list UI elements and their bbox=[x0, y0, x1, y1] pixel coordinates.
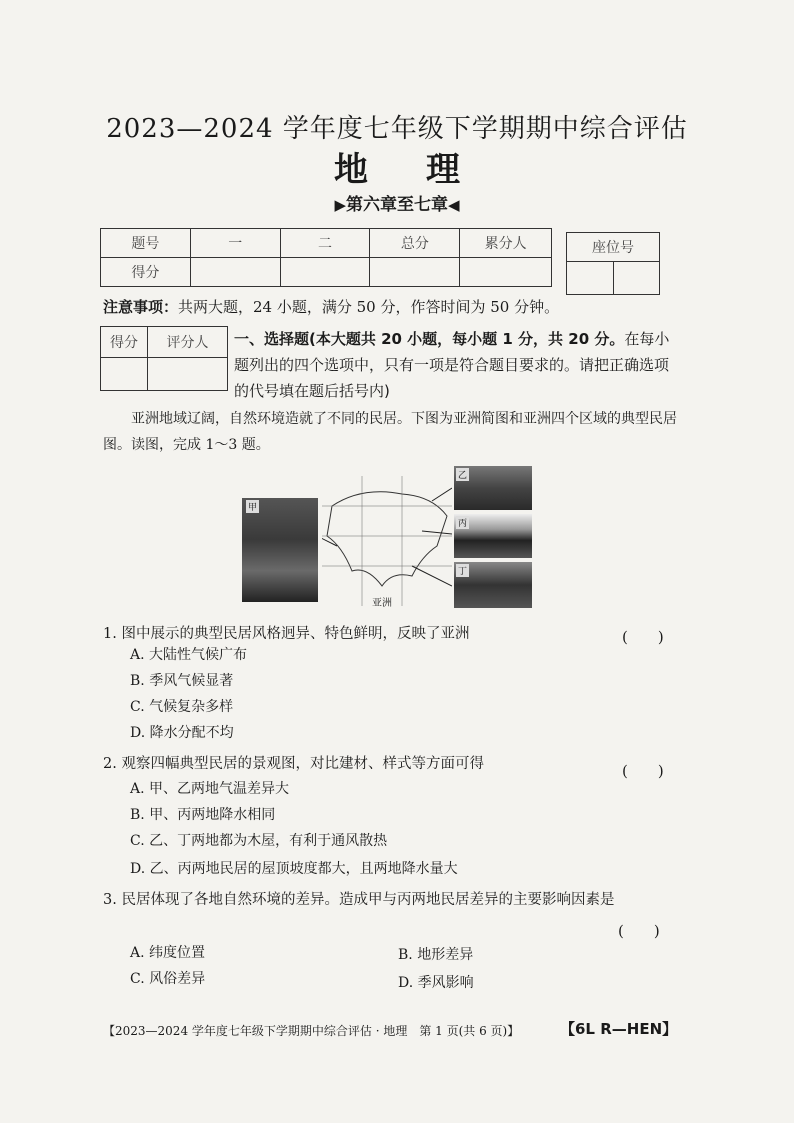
notice-text: 共两大题，24 小题，满分 50 分，作答时间为 50 分钟。 bbox=[178, 298, 560, 316]
asia-map bbox=[322, 476, 452, 606]
left-triangle-icon: ◀ bbox=[448, 196, 460, 214]
score-row-label: 得分 bbox=[101, 258, 191, 287]
question-3-stem: 3. 民居体现了各地自然环境的差异。造成甲与丙两地民居差异的主要影响因素是 bbox=[103, 892, 615, 908]
label-ding: 丁 bbox=[456, 564, 469, 577]
photo-yi bbox=[454, 466, 532, 510]
question-1-option[interactable]: A. 大陆性气候广布 bbox=[130, 647, 248, 663]
photo-jia bbox=[242, 498, 318, 602]
score-cell[interactable] bbox=[280, 258, 370, 287]
question-3-option[interactable]: A. 纬度位置 bbox=[130, 945, 206, 961]
notice bbox=[103, 296, 559, 317]
score-header-cell: 总分 bbox=[370, 229, 460, 258]
seat-number-box bbox=[566, 232, 660, 295]
question-2-option[interactable]: C. 乙、丁两地都为木屋，有利于通风散热 bbox=[130, 833, 388, 849]
label-asia: 亚洲 bbox=[372, 598, 392, 609]
seat-label: 座位号 bbox=[567, 233, 660, 262]
grader-score-label: 得分 bbox=[101, 327, 148, 358]
question-intro: 亚洲地域辽阔，自然环境造就了不同的民居。下图为亚洲简图和亚洲四个区域的典型民居图。读图，完成 1～3 题。 bbox=[103, 411, 677, 453]
notice-label: 注意事项： bbox=[103, 298, 179, 316]
score-cell[interactable] bbox=[460, 258, 552, 287]
question-1-option[interactable]: B. 季风气候显著 bbox=[130, 673, 234, 689]
seat-cell[interactable] bbox=[567, 262, 614, 295]
score-header-cell: 一 bbox=[190, 229, 280, 258]
score-cell[interactable] bbox=[190, 258, 280, 287]
label-bing: 丙 bbox=[456, 516, 469, 529]
label-yi: 乙 bbox=[456, 468, 469, 481]
score-cell[interactable] bbox=[370, 258, 460, 287]
seat-cell[interactable] bbox=[613, 262, 660, 295]
score-table bbox=[100, 228, 552, 287]
chapter-label: 第六章至七章 bbox=[346, 195, 448, 215]
subject-title: 地理 bbox=[334, 150, 518, 190]
label-jia: 甲 bbox=[246, 500, 259, 513]
grader-cell[interactable] bbox=[101, 358, 148, 391]
grader-box bbox=[100, 326, 228, 391]
chapter-range bbox=[0, 190, 794, 215]
grader-reviewer-label: 评分人 bbox=[148, 327, 228, 358]
paper-code: 【6L R—HEN】 bbox=[560, 1020, 678, 1038]
score-header-cell: 题号 bbox=[101, 229, 191, 258]
question-2-option[interactable]: B. 甲、丙两地降水相同 bbox=[130, 807, 276, 823]
photo-bing bbox=[454, 514, 532, 558]
question-2-stem: 2. 观察四幅典型民居的景观图，对比建材、样式等方面可得 bbox=[103, 756, 484, 772]
section-1-bold: 一、选择题(本大题共 20 小题，每小题 1 分，共 20 分。 bbox=[234, 330, 625, 348]
question-1-stem: 1. 图中展示的典型民居风格迥异、特色鲜明，反映了亚洲 bbox=[103, 626, 470, 642]
score-header-cell: 二 bbox=[280, 229, 370, 258]
section-1-rest: 在每小题列出的四个选项中，只有一项是符合题目要求的。请把正确选项的代号填在题后括号内) bbox=[234, 330, 670, 400]
section-1-heading bbox=[234, 326, 674, 404]
grader-cell[interactable] bbox=[148, 358, 228, 391]
page-footer: 【2023—2024 学年度七年级下学期期中综合评估 · 地理 第 1 页(共 6 页)】 bbox=[103, 1024, 520, 1038]
score-header-cell: 累分人 bbox=[460, 229, 552, 258]
exam-title: 2023—2024 学年度七年级下学期期中综合评估 bbox=[106, 114, 688, 144]
answer-paren[interactable]: ( ) bbox=[618, 922, 660, 940]
question-1-option[interactable]: C. 气候复杂多样 bbox=[130, 699, 234, 715]
question-3-option[interactable]: B. 地形差异 bbox=[398, 947, 474, 963]
right-triangle-icon: ▶ bbox=[334, 196, 346, 214]
figure-asia-dwellings bbox=[242, 466, 534, 612]
question-2-option[interactable]: A. 甲、乙两地气温差异大 bbox=[130, 781, 290, 797]
answer-paren[interactable]: ( ) bbox=[622, 628, 664, 646]
answer-paren[interactable]: ( ) bbox=[622, 762, 664, 780]
question-3-option[interactable]: D. 季风影响 bbox=[398, 975, 474, 991]
photo-ding bbox=[454, 562, 532, 608]
question-1-option[interactable]: D. 降水分配不均 bbox=[130, 725, 234, 741]
question-3-option[interactable]: C. 风俗差异 bbox=[130, 971, 206, 987]
question-2-option[interactable]: D. 乙、丙两地民居的屋顶坡度都大，且两地降水量大 bbox=[130, 861, 458, 877]
